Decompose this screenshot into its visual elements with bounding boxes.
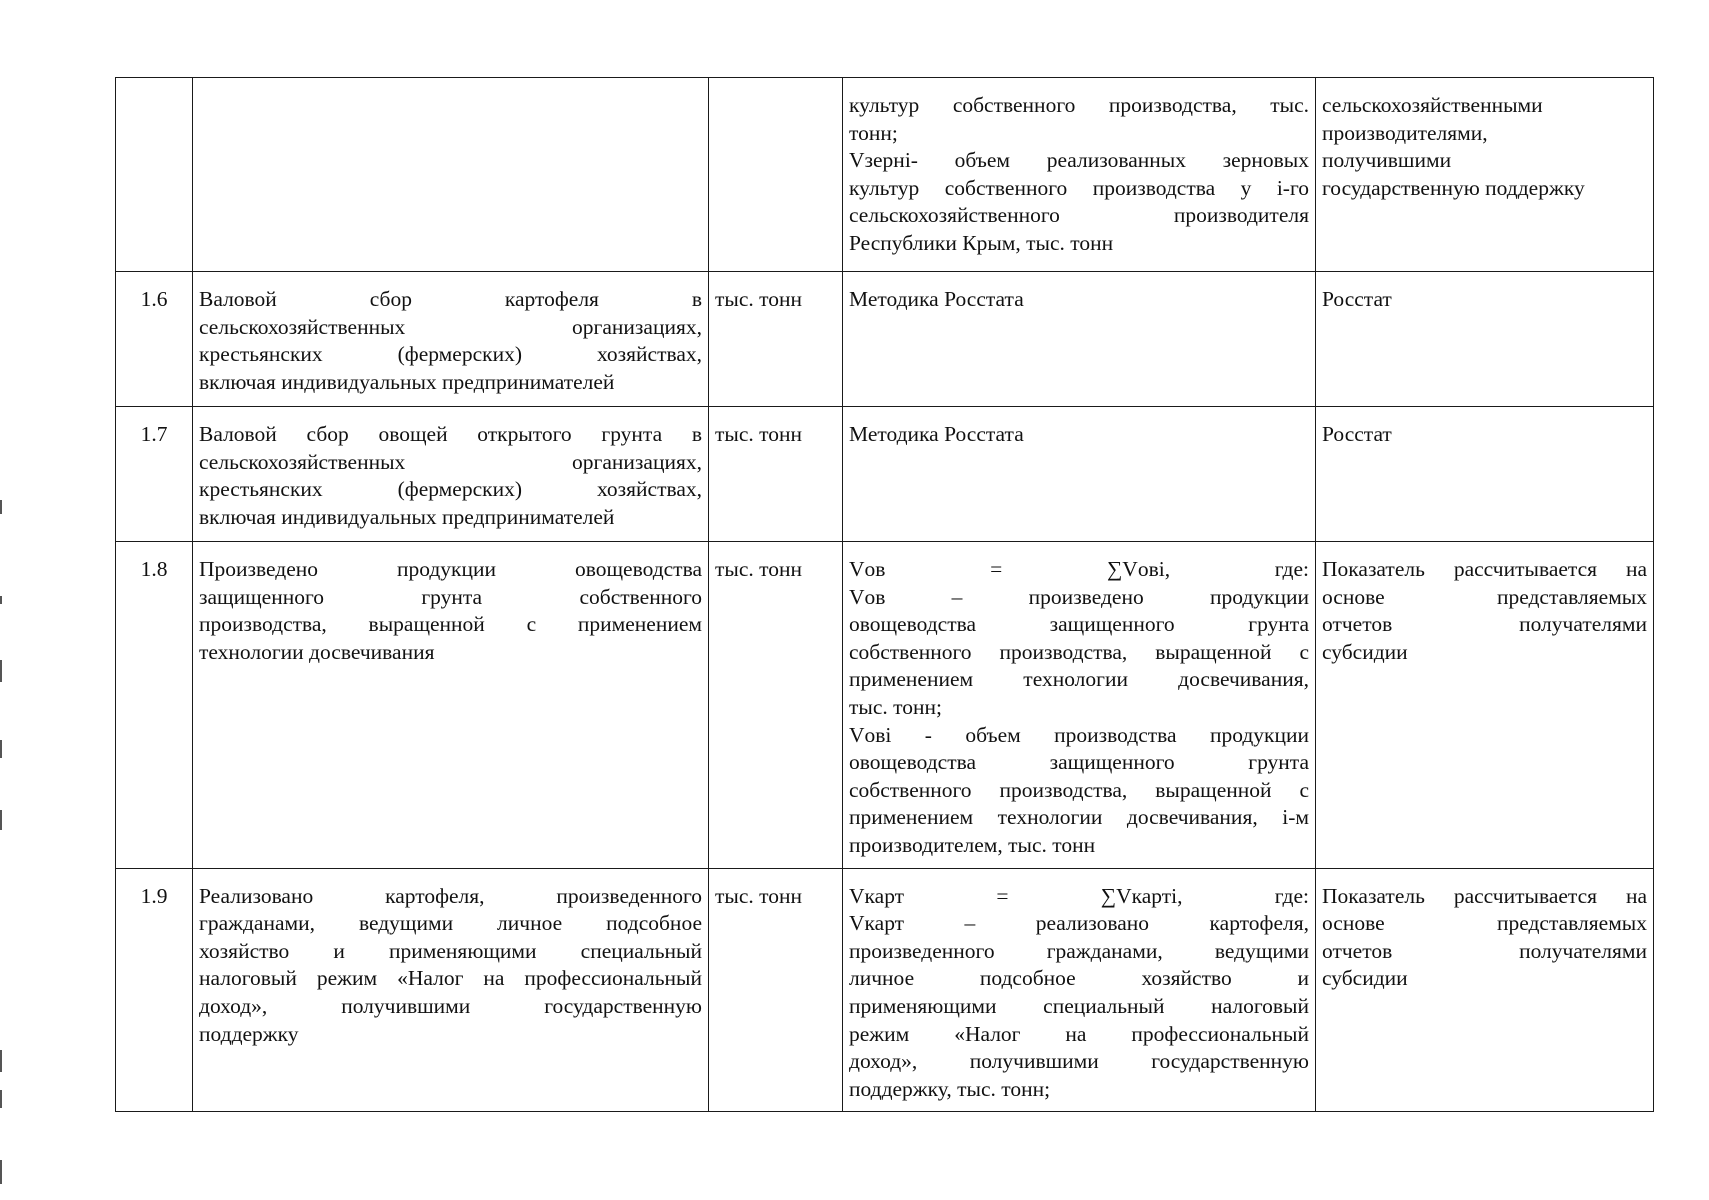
row-number-cell — [116, 272, 193, 407]
table-row — [116, 272, 1654, 407]
cell-text-line: отчетов получателями — [1322, 938, 1647, 963]
unit-text: тыс. тонн — [715, 422, 803, 446]
cell-text-line: сельскохозяйственных организациях, — [199, 314, 702, 339]
method-cell — [843, 868, 1316, 1112]
row-number-cell — [116, 407, 193, 542]
cell-text-line: Реализовано картофеля, произведенного — [199, 883, 702, 908]
cell-text-line: Vкарт = ∑Vкартi, где: — [849, 883, 1309, 908]
cell-text-line: сельскохозяйственного производителя — [849, 203, 1309, 228]
cell-text-line: Vзернi- объем реализованных зерновых — [849, 148, 1309, 173]
method-cell — [843, 542, 1316, 869]
cell-text-line: применяющими специальный налоговый — [849, 993, 1309, 1018]
scan-mark — [0, 500, 2, 514]
cell-text-line: поддержку, тыс. тонн; — [849, 1076, 1051, 1101]
source-cell — [1316, 542, 1654, 869]
indicator-name-cell — [193, 542, 709, 869]
cell-text-line: Vов = ∑Vовi, где: — [849, 557, 1309, 581]
cell-text-line: основе представляемых — [1322, 584, 1647, 609]
cell-text-line: технологии досвечивания — [199, 639, 435, 664]
method-cell — [843, 78, 1316, 272]
row-number-cell — [116, 868, 193, 1112]
cell-text-line: включая индивидуальных предпринимателей — [199, 369, 615, 394]
scan-mark — [0, 740, 2, 758]
row-number: 1.8 — [140, 557, 168, 581]
cell-text-line: Показатель рассчитывается на — [1322, 883, 1647, 908]
row-number: 1.7 — [140, 422, 168, 446]
row-number: 1.9 — [140, 883, 168, 908]
cell-text-line: режим «Налог на профессиональный — [849, 1021, 1309, 1046]
indicator-name-cell — [193, 868, 709, 1112]
cell-text-line: Произведено продукции овощеводства — [199, 557, 702, 581]
cell-text-line: получившими — [1322, 148, 1452, 173]
cell-text-line: налоговый режим «Налог на профессиональный — [199, 966, 702, 991]
source-cell — [1316, 868, 1654, 1112]
scan-mark — [0, 1160, 2, 1184]
cell-text-line: культур собственного производства, тыс. — [849, 93, 1309, 117]
cell-text-line: Методика Росстата — [849, 287, 1024, 311]
cell-text-line: тыс. тонн; — [849, 694, 942, 719]
cell-text-line: личное подсобное хозяйство и — [849, 966, 1309, 991]
cell-text-line: включая индивидуальных предпринимателей — [199, 504, 615, 529]
unit-cell — [709, 78, 843, 272]
method-cell — [843, 272, 1316, 407]
cell-text-line: защищенного грунта собственного — [199, 584, 702, 609]
source-cell — [1316, 407, 1654, 542]
source-cell — [1316, 78, 1654, 272]
row-number-cell — [116, 78, 193, 272]
table-row — [116, 542, 1654, 869]
cell-text-line: тонн; — [849, 120, 898, 145]
cell-text-line: производства, выращенной с применением — [199, 612, 702, 637]
indicator-name-cell — [193, 407, 709, 542]
indicator-name-cell — [193, 272, 709, 407]
indicator-table — [115, 77, 1654, 1112]
cell-text-line: основе представляемых — [1322, 911, 1647, 936]
cell-text-line: Валовой сбор картофеля в — [199, 287, 702, 311]
cell-text-line: собственного производства, выращенной с — [849, 777, 1309, 802]
table-row — [116, 407, 1654, 542]
source-cell — [1316, 272, 1654, 407]
cell-text-line: произведенного гражданами, ведущими — [849, 938, 1309, 963]
unit-text: тыс. тонн — [715, 883, 803, 908]
cell-text-line: доход», получившими государственную — [199, 993, 702, 1018]
cell-text-line: государственную поддержку — [1322, 175, 1585, 200]
unit-text: тыс. тонн — [715, 557, 803, 581]
cell-text-line: применением технологии досвечивания, — [849, 667, 1309, 692]
row-number-cell — [116, 542, 193, 869]
cell-text-line: хозяйство и применяющими специальный — [199, 938, 702, 963]
cell-text-line: Росстат — [1322, 422, 1392, 446]
cell-text-line: доход», получившими государственную — [849, 1049, 1309, 1074]
cell-text-line: Vов – произведено продукции — [849, 584, 1309, 609]
cell-text-line: применением технологии досвечивания, i-м — [849, 805, 1309, 830]
cell-text-line: отчетов получателями — [1322, 612, 1647, 637]
unit-cell — [709, 542, 843, 869]
scan-mark — [0, 1050, 2, 1072]
scan-mark — [0, 660, 2, 682]
cell-text-line: Методика Росстата — [849, 422, 1024, 446]
unit-cell — [709, 272, 843, 407]
method-cell — [843, 407, 1316, 542]
unit-cell — [709, 868, 843, 1112]
indicator-name-cell — [193, 78, 709, 272]
cell-text-line: собственного производства, выращенной с — [849, 639, 1309, 664]
cell-text-line: Росстат — [1322, 287, 1392, 311]
cell-text-line: Валовой сбор овощей открытого грунта в — [199, 422, 702, 446]
cell-text-line: крестьянских (фермерских) хозяйствах, — [199, 477, 702, 502]
unit-cell — [709, 407, 843, 542]
scan-mark — [0, 1090, 2, 1108]
cell-text-line: крестьянских (фермерских) хозяйствах, — [199, 342, 702, 367]
scan-mark — [0, 596, 2, 604]
table-row — [116, 78, 1654, 272]
table-row — [116, 868, 1654, 1112]
cell-text-line: Показатель рассчитывается на — [1322, 557, 1647, 581]
cell-text-line: овощеводства защищенного грунта — [849, 612, 1309, 637]
cell-text-line: овощеводства защищенного грунта — [849, 750, 1309, 775]
cell-text-line: Vкарт – реализовано картофеля, — [849, 911, 1309, 936]
cell-text-line: Vовi - объем производства продукции — [849, 722, 1309, 747]
cell-text-line: сельскохозяйственными — [1322, 93, 1543, 117]
cell-text-line: гражданами, ведущими личное подсобное — [199, 911, 702, 936]
cell-text-line: Республики Крым, тыс. тонн — [849, 230, 1114, 255]
cell-text-line: субсидии — [1322, 966, 1408, 991]
cell-text-line: производителем, тыс. тонн — [849, 832, 1096, 857]
unit-text: тыс. тонн — [715, 287, 803, 311]
cell-text-line: субсидии — [1322, 639, 1408, 664]
cell-text-line: сельскохозяйственных организациях, — [199, 449, 702, 474]
cell-text-line: поддержку — [199, 1021, 299, 1046]
row-number: 1.6 — [140, 287, 168, 311]
cell-text-line: культур собственного производства у i-го — [849, 175, 1309, 200]
scan-mark — [0, 810, 2, 830]
cell-text-line: производителями, — [1322, 120, 1488, 145]
